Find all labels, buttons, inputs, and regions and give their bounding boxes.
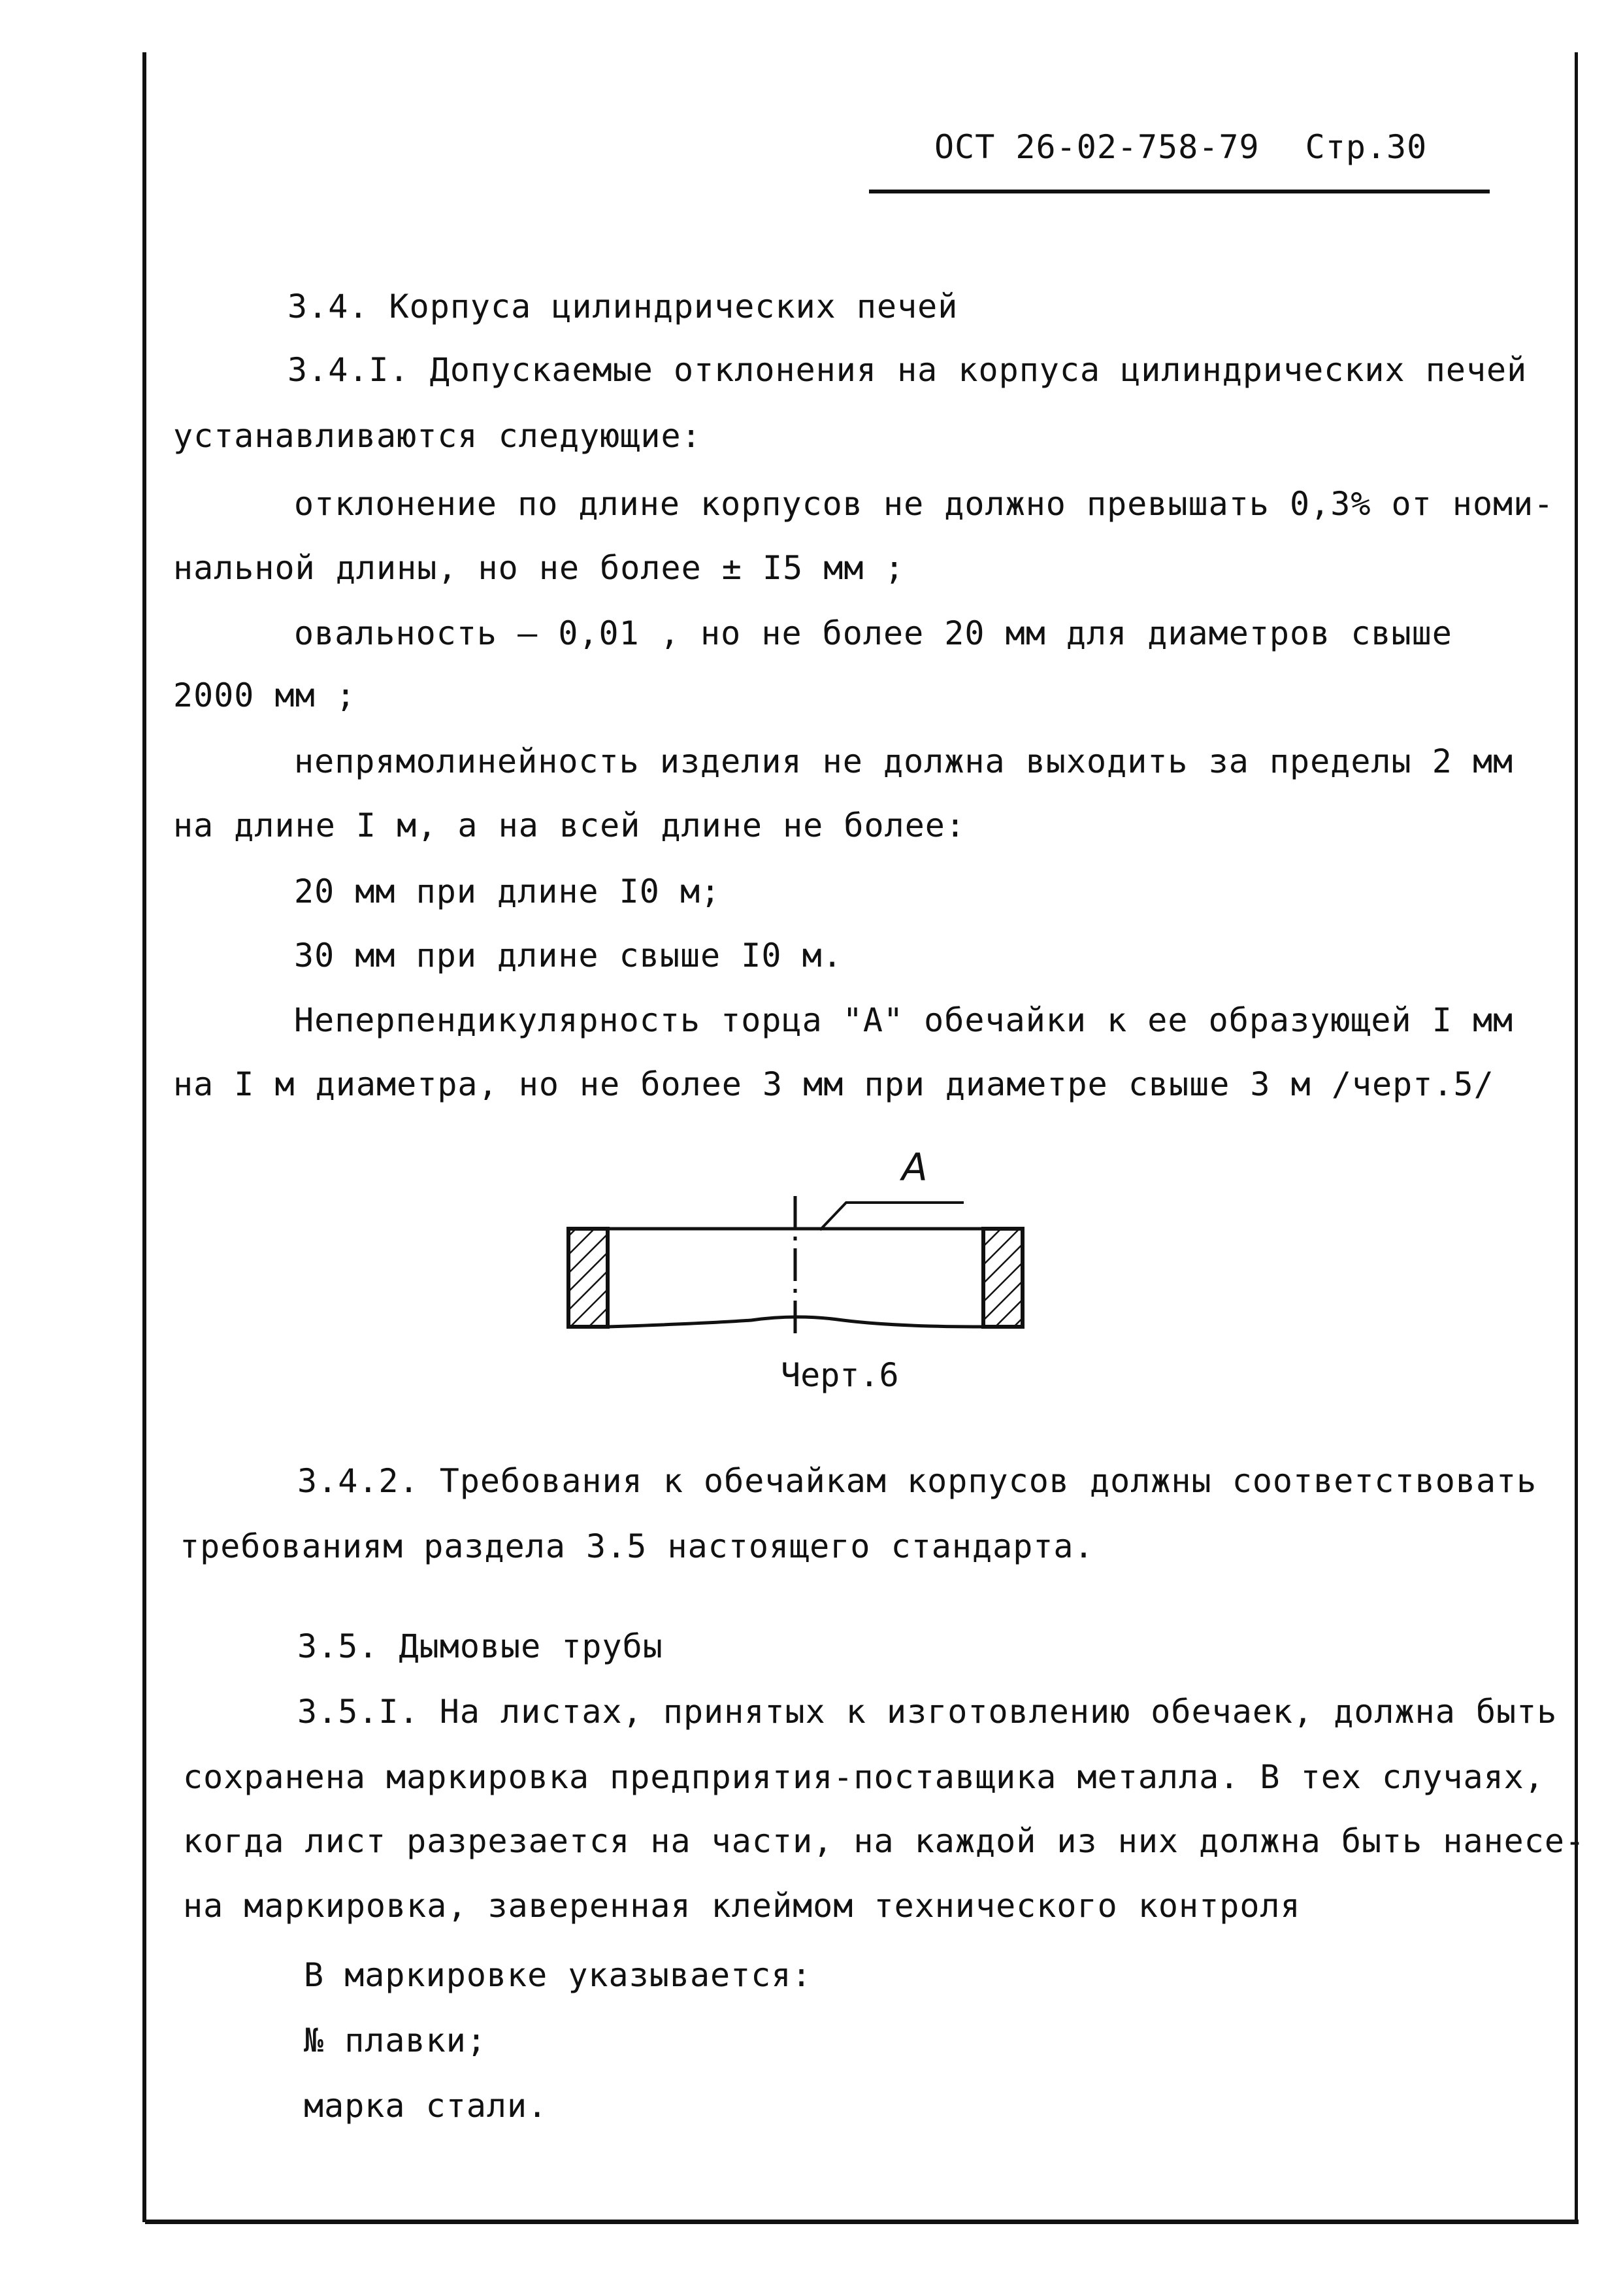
header-underline <box>869 190 1490 193</box>
paragraph-3-5-1-line-1: 3.5.I. На листах, принятых к изготовлению обечаек, должна быть <box>297 1693 1558 1731</box>
marking-intro: В маркировке указывается: <box>304 1956 812 1994</box>
figure-label-a: А <box>902 1145 928 1190</box>
paragraph-3-5-1-line-2: сохранена маркировка предприятия-поставщика металла. В тех случаях, <box>183 1758 1545 1796</box>
straightness-line-1: непрямолинейность изделия не должна выходить за пределы 2 мм <box>294 742 1514 780</box>
page-header <box>934 128 1427 166</box>
page-number: Стр.30 <box>1305 128 1428 166</box>
straightness-item-2: 30 мм при длине свыше I0 м. <box>294 937 843 974</box>
straightness-line-2: на длине I м, а на всей длине не более: <box>173 807 966 844</box>
right-wall-section <box>983 1229 1023 1327</box>
perpendicularity-line-1: Неперпендикулярность торца "А" обечайки к ее образующей I мм <box>294 1001 1514 1039</box>
marking-item-heat-number: № плавки; <box>304 2021 487 2059</box>
left-wall-section <box>568 1229 608 1327</box>
length-deviation-line-1: отклонение по длине корпусов не должно превышать 0,3% от номи- <box>294 485 1554 523</box>
perpendicularity-line-2: на I м диаметра, но не более 3 мм при диаметре свыше 3 м /черт.5/ <box>173 1065 1494 1103</box>
marking-item-steel-grade: марка стали. <box>304 2087 548 2125</box>
figure-shell-drawing <box>555 1137 1052 1346</box>
right-border-line <box>1575 52 1578 2222</box>
paragraph-3-4-1-line-1: 3.4.I. Допускаемые отклонения на корпуса цилиндрических печей <box>287 351 1528 389</box>
length-deviation-line-2: нальной длины, но не более ± I5 мм ; <box>173 549 905 587</box>
section-3-5-title: 3.5. Дымовые трубы <box>297 1627 663 1665</box>
paragraph-3-4-1-line-2: устанавливаются следующие: <box>173 417 702 455</box>
paragraph-3-4-2-line-2: требованиям раздела 3.5 настоящего стандарта. <box>180 1527 1094 1565</box>
section-3-4-title: 3.4. Корпуса цилиндрических печей <box>287 288 959 325</box>
bottom-border-line <box>145 2220 1579 2224</box>
straightness-item-1: 20 мм при длине I0 м; <box>294 873 721 910</box>
left-border-line <box>142 52 146 2222</box>
leader-line <box>820 1203 964 1230</box>
document-code: ОСТ 26-02-758-79 <box>934 128 1260 166</box>
paragraph-3-4-2-line-1: 3.4.2. Требования к обечайкам корпусов должны соответствовать <box>297 1462 1537 1500</box>
ovality-line-2: 2000 мм ; <box>173 676 356 714</box>
paragraph-3-5-1-line-4: на маркировка, заверенная клеймом технического контроля <box>183 1887 1301 1925</box>
figure-caption: Черт.6 <box>781 1356 899 1394</box>
paragraph-3-5-1-line-3: когда лист разрезается на части, на каждой из них должна быть нанесе- <box>183 1822 1586 1860</box>
ovality-line-1: овальность – 0,01 , но не более 20 мм для диаметров свыше <box>294 614 1452 652</box>
